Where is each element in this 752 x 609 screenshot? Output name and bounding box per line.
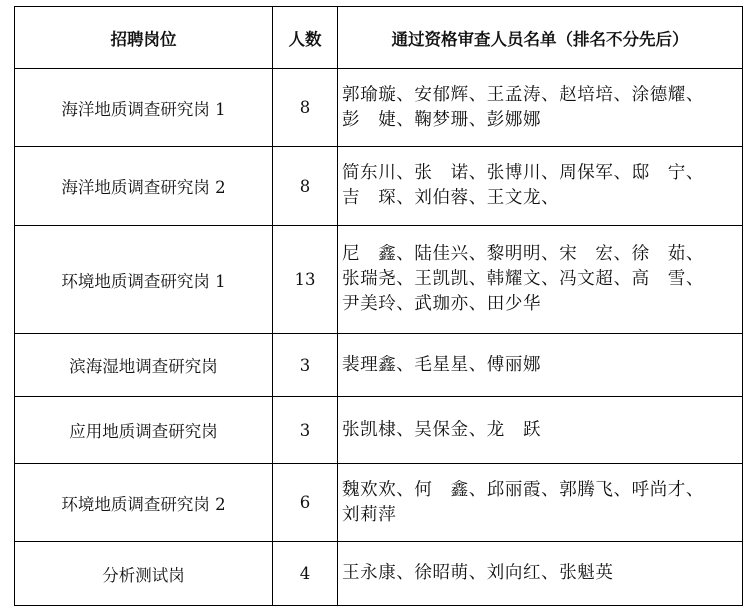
count-cell: 4	[273, 542, 338, 606]
position-cell: 分析测试岗	[15, 542, 273, 606]
header-names: 通过资格审查人员名单（排名不分先后）	[338, 7, 743, 69]
header-position: 招聘岗位	[15, 7, 273, 69]
count-cell: 3	[273, 397, 338, 464]
names-cell	[338, 147, 743, 226]
names-line: 吉 琛、刘伯蓉、王文龙、	[342, 188, 560, 208]
names-line: 刘莉萍	[342, 504, 397, 525]
table-header-row	[15, 7, 743, 69]
count-cell: 8	[273, 147, 338, 226]
names-line: 张瑞尧、王凯凯、韩耀文、冯文超、高 雪、	[342, 269, 704, 289]
table-row	[15, 542, 743, 606]
position-cell: 环境地质调查研究岗 2	[15, 464, 273, 542]
names-line: 尼 鑫、陆佳兴、黎明明、宋 宏、徐 茹、	[342, 244, 704, 264]
table-row	[15, 69, 743, 147]
names-line: 彭 婕、鞠梦珊、彭娜娜	[342, 109, 542, 130]
names-cell	[338, 542, 743, 606]
names-line: 郭瑜璇、安郁辉、王孟涛、赵培培、涂德耀、	[342, 84, 704, 105]
header-count: 人数	[273, 7, 338, 69]
names-line: 简东川、张 诺、张博川、周保军、邸 宁、	[342, 163, 704, 183]
table-row	[15, 397, 743, 464]
names-cell	[338, 334, 743, 397]
position-cell: 环境地质调查研究岗 1	[15, 226, 273, 334]
table-row	[15, 334, 743, 397]
count-cell: 6	[273, 464, 338, 542]
position-cell: 海洋地质调查研究岗 2	[15, 147, 273, 226]
count-cell: 8	[273, 69, 338, 147]
names-cell	[338, 397, 743, 464]
count-cell: 3	[273, 334, 338, 397]
qualification-review-table	[14, 6, 743, 606]
names-line: 裴理鑫、毛星星、傅丽娜	[342, 354, 542, 375]
names-cell	[338, 226, 743, 334]
names-line: 尹美玲、武珈亦、田少华	[342, 294, 542, 314]
names-cell	[338, 464, 743, 542]
names-line: 张凯棣、吴保金、龙 跃	[342, 419, 542, 440]
position-cell: 应用地质调查研究岗	[15, 397, 273, 464]
position-cell: 滨海湿地调查研究岗	[15, 334, 273, 397]
names-line: 魏欢欢、何 鑫、邱丽霞、郭腾飞、呼尚才、	[342, 479, 704, 500]
table-row	[15, 147, 743, 226]
table-row	[15, 226, 743, 334]
count-cell: 13	[273, 226, 338, 334]
names-line: 王永康、徐昭萌、刘向红、张魁英	[342, 563, 614, 583]
names-cell	[338, 69, 743, 147]
table-row	[15, 464, 743, 542]
position-cell: 海洋地质调查研究岗 1	[15, 69, 273, 147]
